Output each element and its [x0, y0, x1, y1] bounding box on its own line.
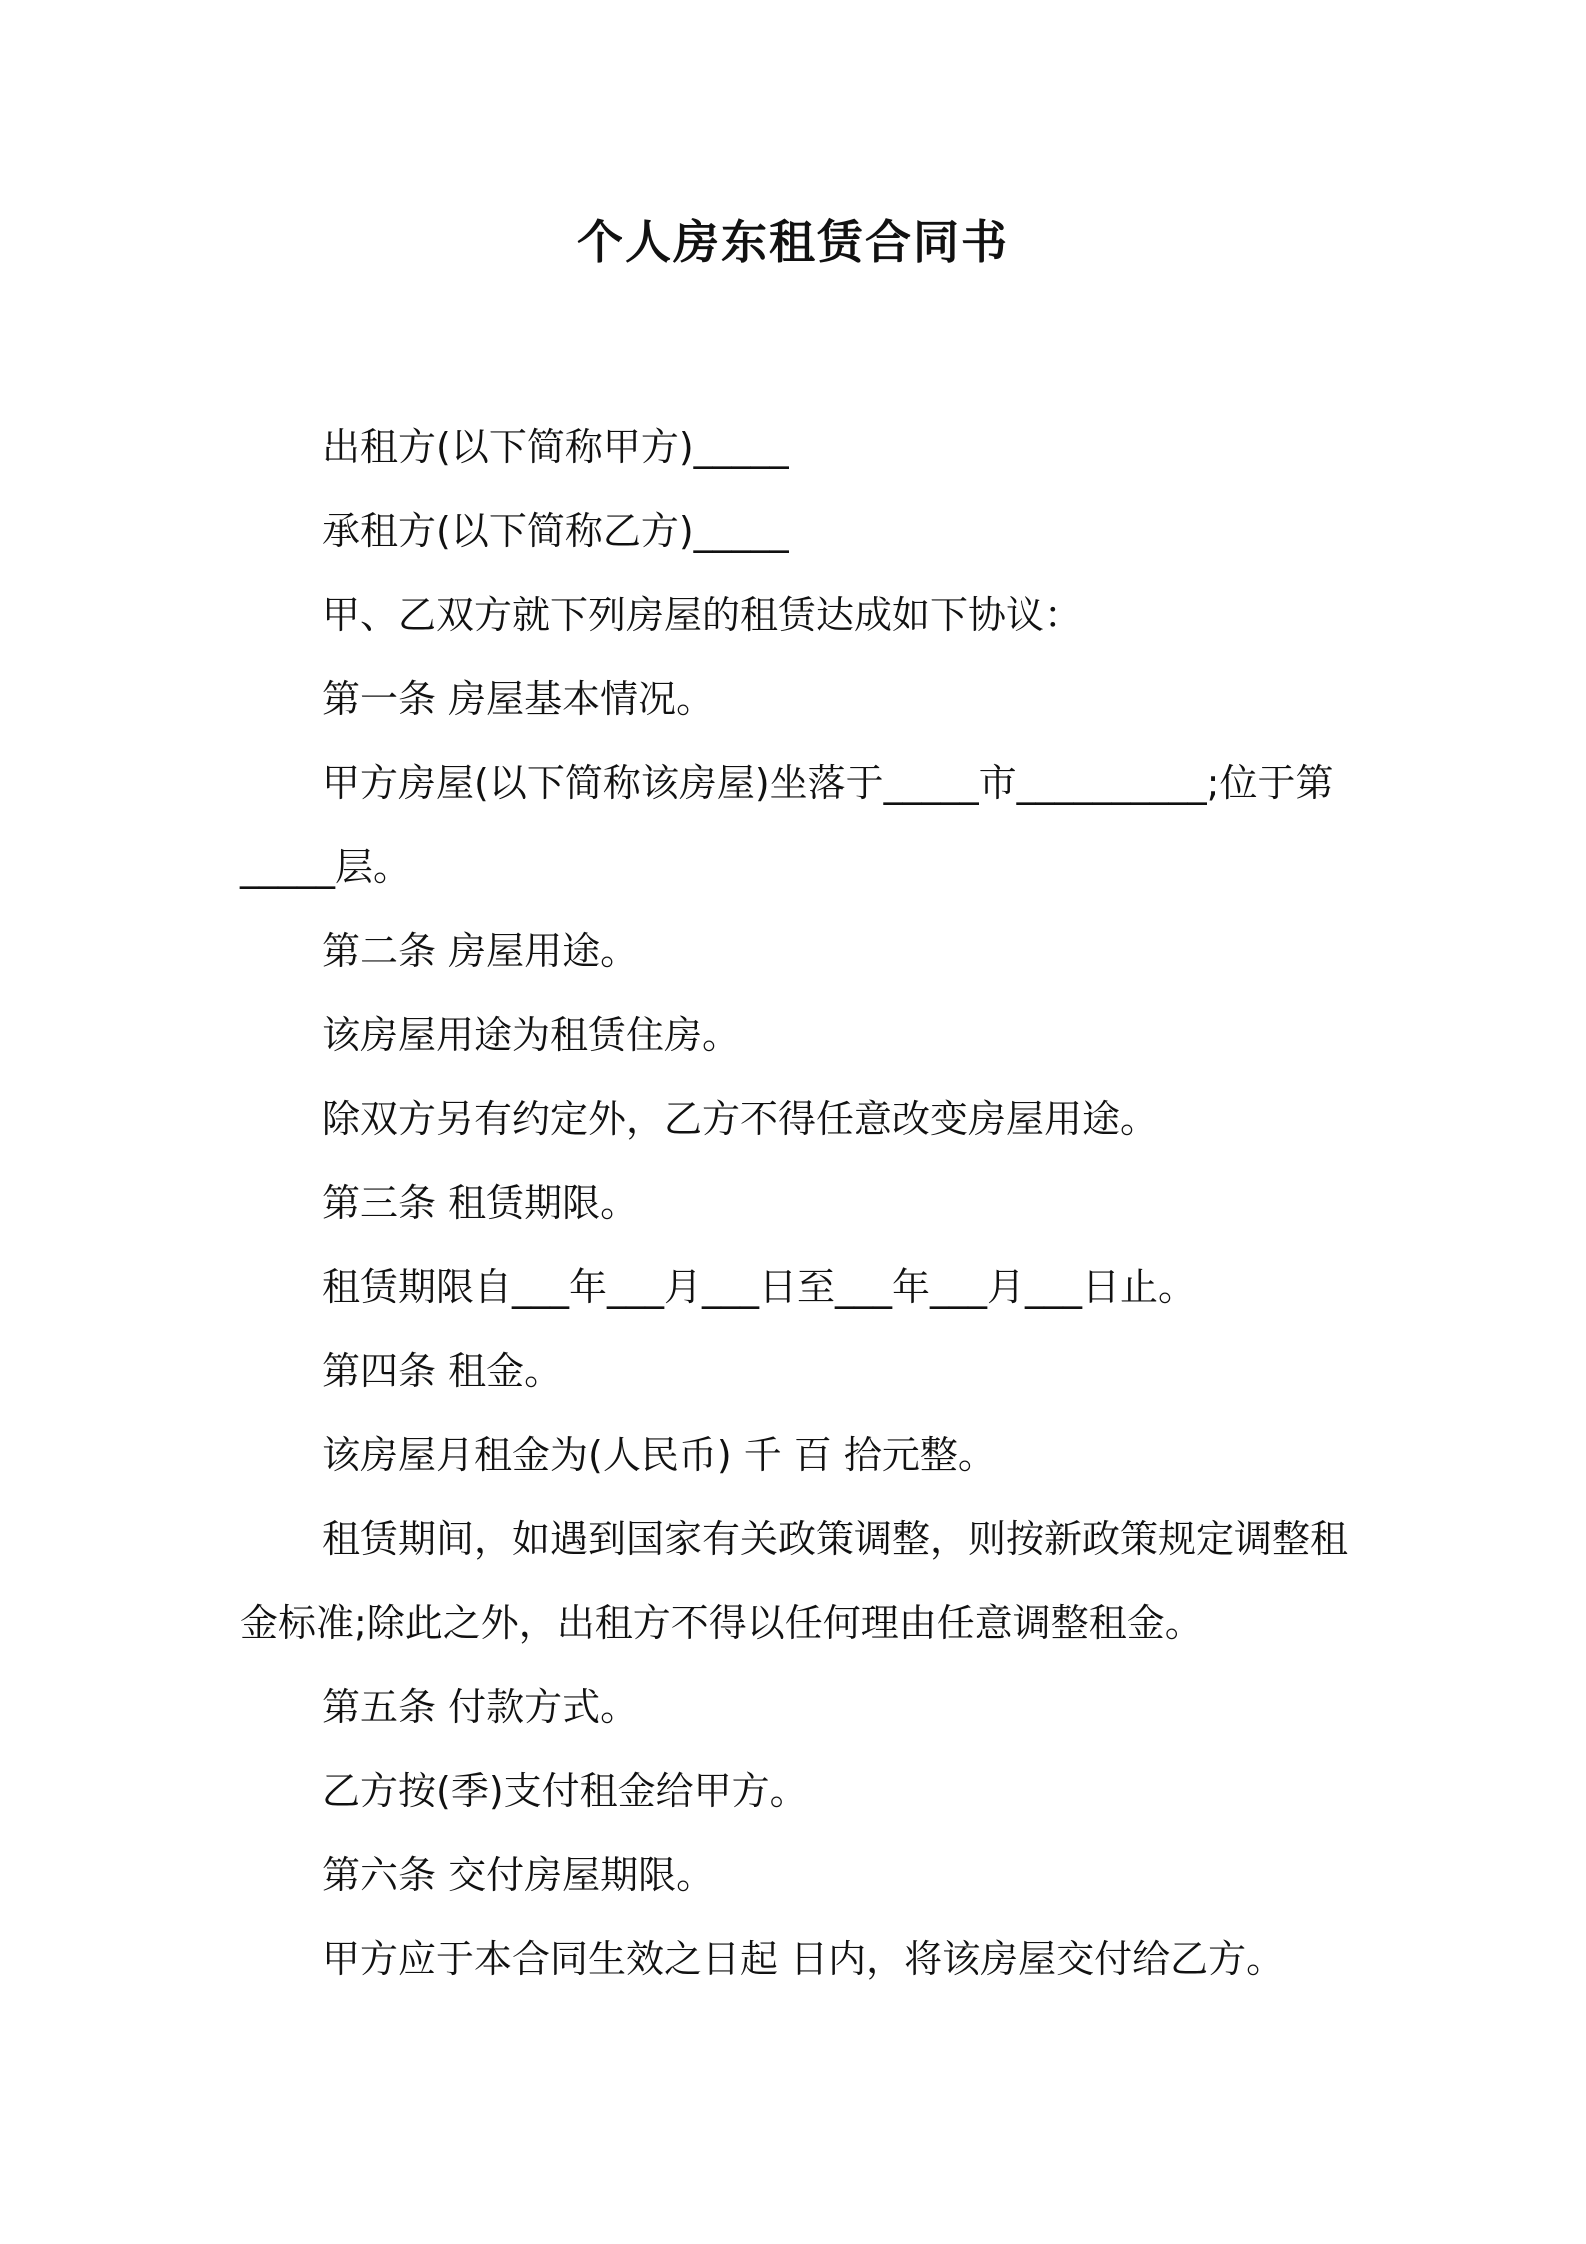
paragraph-agreement-intro: 甲、乙双方就下列房屋的租赁达成如下协议：: [322, 593, 1083, 637]
document-body: [240, 405, 1350, 2001]
article-4-text-1: 该房屋月租金为(人民币) 千 百 拾元整。: [322, 1433, 996, 1477]
document-title: 个人房东租赁合同书: [577, 215, 1009, 269]
article-6-text: 甲方应于本合同生效之日起 日内，将该房屋交付给乙方。: [322, 1937, 1285, 1981]
article-2-text-2: 除双方另有约定外，乙方不得任意改变房屋用途。: [322, 1097, 1159, 1141]
article-1-text: 甲方房屋(以下简称该房屋)坐落于_____市__________;位于第_____层。: [240, 761, 1334, 889]
article-6-heading: 第六条 交付房屋期限。: [322, 1853, 715, 1897]
article-2-text-1: 该房屋用途为租赁住房。: [322, 1013, 741, 1057]
article-1-heading: 第一条 房屋基本情况。: [322, 677, 715, 721]
article-4-text-2: 租赁期间，如遇到国家有关政策调整，则按新政策规定调整租金标准;除此之外，出租方不得以任何理由任意调整租金。: [240, 1517, 1349, 1645]
paragraph-lessee: 承租方(以下简称乙方)_____: [322, 509, 789, 553]
article-4-heading: 第四条 租金。: [322, 1349, 563, 1393]
article-3-heading: 第三条 租赁期限。: [322, 1181, 639, 1225]
article-5-heading: 第五条 付款方式。: [322, 1685, 639, 1729]
article-5-text: 乙方按(季)支付租金给甲方。: [322, 1769, 808, 1813]
paragraph-lessor: 出租方(以下简称甲方)_____: [322, 425, 789, 469]
article-3-text: 租赁期限自___年___月___日至___年___月___日止。: [322, 1265, 1197, 1309]
article-2-heading: 第二条 房屋用途。: [322, 929, 639, 973]
